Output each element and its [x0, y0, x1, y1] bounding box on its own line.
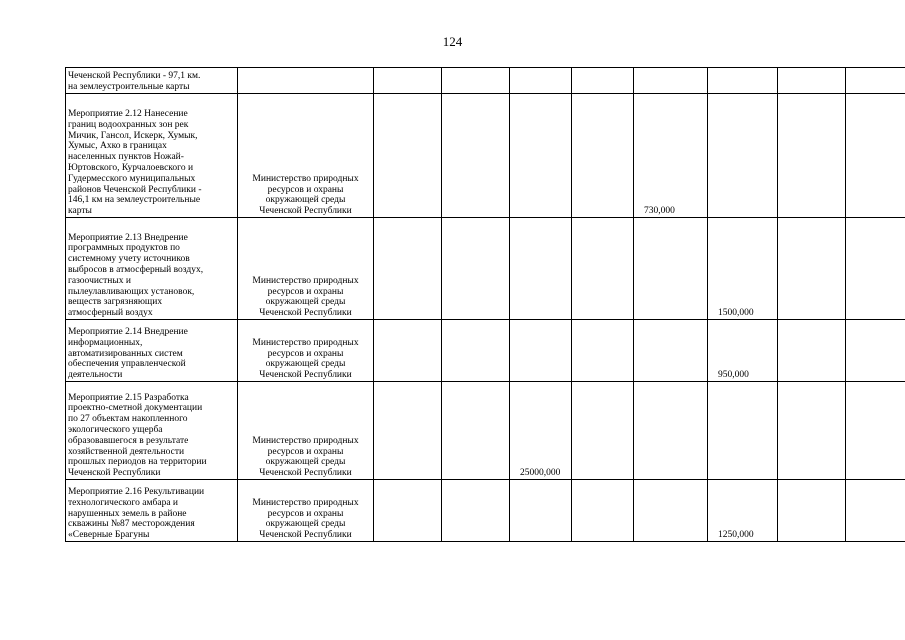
funding-value-cell: [374, 382, 442, 480]
funding-value-cell: [442, 480, 510, 542]
responsible-organization-line: ресурсов и охраны: [267, 348, 344, 359]
table-body: [66, 68, 905, 542]
activity-description-line: скважины №87 месторождения: [68, 519, 195, 530]
funding-value-cell: [708, 382, 778, 480]
responsible-organization-line: ресурсов и охраны: [267, 184, 344, 195]
responsible-organization-cell: [238, 382, 374, 480]
funding-value-cell: [510, 382, 572, 480]
funding-value-cell: [442, 382, 510, 480]
activity-description-cell: [66, 480, 238, 542]
responsible-organization-line: окружающей среды: [265, 457, 346, 468]
funding-value-cell: [510, 94, 572, 218]
activity-description-line: прошлых периодов на территории: [68, 457, 207, 468]
responsible-organization-line: окружающей среды: [265, 359, 346, 370]
activity-description-line: 146,1 км на землеустроительные: [68, 195, 201, 206]
funding-value: 730,000: [644, 206, 675, 217]
activity-description-line: образовавшегося в результате: [68, 435, 189, 446]
table-row: [66, 320, 905, 382]
funding-value-cell: [778, 320, 846, 382]
funding-value: 950,000: [718, 370, 749, 381]
responsible-organization-line: окружающей среды: [265, 195, 346, 206]
responsible-organization-line: ресурсов и охраны: [267, 508, 344, 519]
table-row: [66, 382, 905, 480]
funding-value-cell: [634, 480, 708, 542]
activity-description-line: карты: [68, 206, 92, 217]
responsible-organization-line: Чеченской Республики: [259, 530, 352, 541]
activity-description-line: экологического ущерба: [68, 425, 163, 436]
table-row: [66, 68, 905, 94]
funding-value-cell: [572, 68, 634, 94]
table-row: [66, 218, 905, 320]
responsible-organization-cell: [238, 320, 374, 382]
funding-value-cell: [846, 480, 905, 542]
funding-value-cell: [634, 382, 708, 480]
activity-description-cell: [66, 218, 238, 320]
funding-value-cell: [846, 94, 905, 218]
funding-value-cell: [634, 218, 708, 320]
funding-value-cell: [634, 68, 708, 94]
activity-description-line: Мероприятие 2.16 Рекультивации: [68, 487, 205, 498]
funding-value-cell: [708, 68, 778, 94]
activity-description-line: Гудермесского муниципальных: [68, 173, 196, 184]
activity-description-line: информационных,: [68, 337, 143, 348]
activity-description-line: системному учету источников: [68, 254, 190, 265]
funding-value-cell: [572, 320, 634, 382]
activity-description-line: Хумыс, Ахко в границах: [68, 141, 167, 152]
activity-description-line: атмосферный воздух: [68, 308, 153, 319]
activity-description-line: пылеулавливающих установок,: [68, 286, 195, 297]
table-row: [66, 480, 905, 542]
responsible-organization-line: Министерство природных: [252, 435, 359, 446]
funding-value-cell: [846, 218, 905, 320]
funding-value-cell: [846, 68, 905, 94]
funding-value-cell: [572, 94, 634, 218]
funding-value-cell: [778, 218, 846, 320]
funding-value-cell: [634, 94, 708, 218]
responsible-organization-line: Чеченской Республики: [259, 370, 352, 381]
funding-value-cell: [510, 218, 572, 320]
activity-description-line: районов Чеченской Республики -: [68, 184, 202, 195]
funding-value: 1500,000: [718, 308, 754, 319]
activity-description-line: проектно-сметной документации: [68, 403, 203, 414]
responsible-organization-line: ресурсов и охраны: [267, 286, 344, 297]
funding-value-cell: [374, 218, 442, 320]
funding-value-cell: [442, 218, 510, 320]
responsible-organization-line: Министерство природных: [252, 275, 359, 286]
funding-value-cell: [510, 480, 572, 542]
responsible-organization-line: ресурсов и охраны: [267, 446, 344, 457]
funding-value-cell: [778, 382, 846, 480]
activity-description-line: населенных пунктов Ножай-: [68, 152, 184, 163]
funding-value-cell: [846, 382, 905, 480]
funding-value-cell: [708, 94, 778, 218]
activity-description-line: Чеченской Республики - 97,1 км.: [68, 71, 201, 82]
activity-description-line: технологического амбара и: [68, 497, 178, 508]
activity-description-line: выбросов в атмосферный воздух,: [68, 265, 204, 276]
funding-value-cell: [846, 320, 905, 382]
activity-description-line: Мероприятие 2.13 Внедрение: [68, 232, 188, 243]
funding-value: 1250,000: [718, 530, 754, 541]
funding-value-cell: [778, 94, 846, 218]
responsible-organization-cell: [238, 68, 374, 94]
activity-description-line: хозяйственной деятельности: [68, 446, 185, 457]
funding-value-cell: [634, 320, 708, 382]
funding-value-cell: [510, 320, 572, 382]
responsible-organization-line: Чеченской Республики: [259, 468, 352, 479]
funding-value-cell: [778, 68, 846, 94]
funding-value: 25000,000: [520, 468, 561, 479]
activity-description-cell: [66, 382, 238, 480]
funding-value-cell: [374, 320, 442, 382]
responsible-organization-line: Министерство природных: [252, 337, 359, 348]
activity-description-line: «Северные Брагуны: [68, 530, 150, 541]
funding-value-cell: [510, 68, 572, 94]
funding-value-cell: [374, 68, 442, 94]
activity-description-cell: [66, 320, 238, 382]
activity-description-line: Мероприятие 2.14 Внедрение: [68, 327, 188, 338]
activity-description-line: Мичик, Гансол, Искерк, Хумык,: [68, 130, 198, 141]
funding-value-cell: [778, 480, 846, 542]
activity-description-line: автоматизированных систем: [68, 348, 183, 359]
activity-description-line: обеспечения управленческой: [68, 359, 186, 370]
funding-value-cell: [572, 218, 634, 320]
activity-description-line: Мероприятие 2.15 Разработка: [68, 392, 189, 403]
activity-description-line: газоочистных и: [68, 275, 131, 286]
responsible-organization-line: Чеченской Республики: [259, 308, 352, 319]
activity-description-line: Чеченской Республики: [68, 468, 161, 479]
responsible-organization-line: Министерство природных: [252, 173, 359, 184]
responsible-organization-line: окружающей среды: [265, 519, 346, 530]
activity-description-line: Юртовского, Курчалоевского и: [68, 163, 194, 174]
funding-value-cell: [572, 480, 634, 542]
funding-value-cell: [442, 68, 510, 94]
activity-description-line: по 27 объектам накопленного: [68, 414, 188, 425]
responsible-organization-line: окружающей среды: [265, 297, 346, 308]
activity-description-line: на землеустроительные карты: [68, 82, 190, 93]
program-table: [65, 67, 905, 542]
responsible-organization-cell: [238, 94, 374, 218]
responsible-organization-line: Чеченской Республики: [259, 206, 352, 217]
responsible-organization-line: Министерство природных: [252, 497, 359, 508]
funding-value-cell: [708, 480, 778, 542]
table-row: [66, 94, 905, 218]
page-number: 124: [442, 34, 463, 49]
funding-value-cell: [442, 94, 510, 218]
funding-value-cell: [708, 218, 778, 320]
activity-description-line: деятельности: [68, 370, 123, 381]
activity-description-cell: [66, 94, 238, 218]
activity-description-line: программных продуктов по: [68, 243, 180, 254]
activity-description-line: нарушенных земель в районе: [68, 508, 187, 519]
funding-value-cell: [374, 480, 442, 542]
responsible-organization-cell: [238, 480, 374, 542]
funding-value-cell: [374, 94, 442, 218]
activity-description-line: границ водоохранных зон рек: [68, 119, 189, 130]
funding-value-cell: [572, 382, 634, 480]
responsible-organization-cell: [238, 218, 374, 320]
funding-value-cell: [442, 320, 510, 382]
activity-description-cell: [66, 68, 238, 94]
activity-description-line: Мероприятие 2.12 Нанесение: [68, 109, 188, 120]
activity-description-line: веществ загрязняющих: [68, 297, 163, 308]
funding-value-cell: [708, 320, 778, 382]
